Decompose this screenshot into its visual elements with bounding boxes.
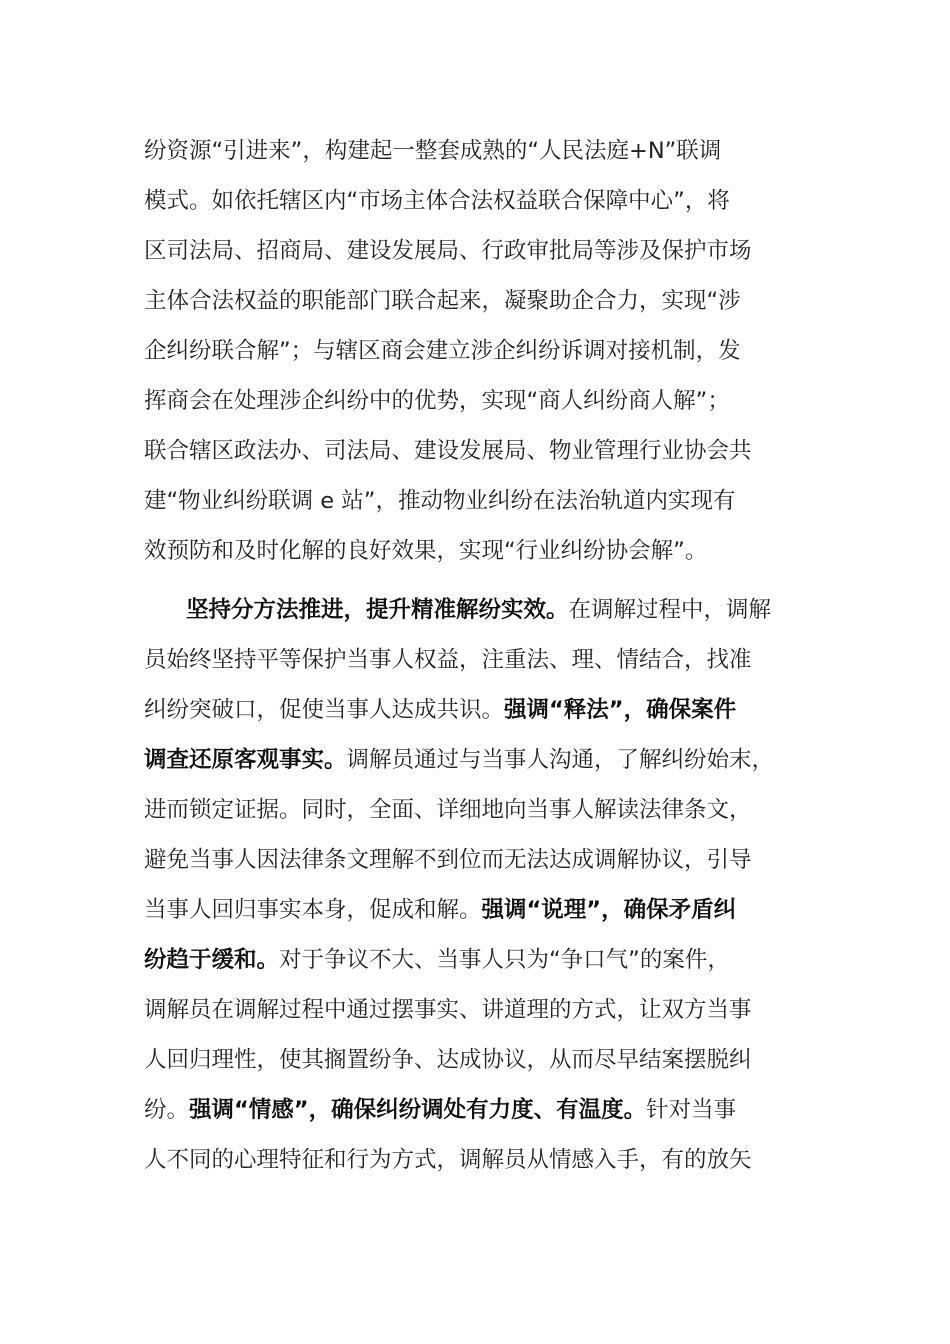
text-line bbox=[144, 284, 741, 318]
text-run: 纷资源“引进来”，构建起一整套成熟的“人民法庭+N”联调 bbox=[144, 138, 722, 164]
text-run: 在调解过程中，调解 bbox=[568, 597, 772, 623]
text-line bbox=[144, 893, 736, 927]
text-run: 对于争议不大、当事人只为“争口气”的案件， bbox=[279, 947, 730, 973]
text-run: 区司法局、招商局、建设发展局、行政审批局等涉及保护市场 bbox=[144, 238, 752, 264]
text-run: 纷。 bbox=[144, 1097, 190, 1123]
text-line bbox=[144, 234, 752, 268]
text-run: 人不同的心理特征和行为方式，调解员从情感入手，有的放矢 bbox=[144, 1147, 752, 1173]
text-line bbox=[144, 534, 707, 568]
bold-text-run: 坚持分方法推进，提升精准解纷实效。 bbox=[186, 597, 569, 623]
text-run: 针对当事 bbox=[646, 1097, 737, 1123]
text-line bbox=[144, 434, 752, 468]
text-run: 避免当事人因法律条文理解不到位而无法达成调解协议，引导 bbox=[144, 847, 752, 873]
text-run: 企纠纷联合解”；与辖区商会建立涉企纠纷诉调对接机制，发 bbox=[144, 338, 741, 364]
text-run: 挥商会在处理涉企纠纷中的优势，实现“商人纠纷商人解”； bbox=[144, 388, 730, 414]
text-line bbox=[144, 1143, 752, 1177]
text-run: 纠纷突破口，促使当事人达成共识。 bbox=[144, 697, 505, 723]
bold-text-run: 强调“情感”，确保纠纷调处有力度、有温度。 bbox=[189, 1097, 647, 1123]
bold-text-run: 强调“释法”，确保案件 bbox=[504, 697, 737, 723]
text-line bbox=[144, 1043, 752, 1077]
text-run: 模式。如依托辖区内“市场主体合法权益联合保障中心”，将 bbox=[144, 188, 730, 214]
text-line bbox=[144, 484, 735, 518]
text-line bbox=[144, 184, 730, 218]
text-run: 员始终坚持平等保护当事人权益，注重法、理、情结合，找准 bbox=[144, 647, 752, 673]
text-run: 人回归理性，使其搁置纷争、达成协议，从而尽早结案摆脱纠 bbox=[144, 1047, 752, 1073]
text-run: 建“物业纠纷联调 e 站”，推动物业纠纷在法治轨道内实现有 bbox=[144, 488, 736, 514]
text-run: 联合辖区政法办、司法局、建设发展局、物业管理行业协会共 bbox=[144, 438, 752, 464]
bold-text-run: 强调“说理”，确保矛盾纠 bbox=[481, 897, 737, 923]
text-line bbox=[144, 843, 752, 877]
text-run: 调解员通过与当事人沟通，了解纠纷始末， bbox=[346, 747, 775, 773]
text-line bbox=[144, 743, 774, 777]
text-run: 效预防和及时化解的良好效果，实现“行业纠纷协会解”。 bbox=[144, 538, 708, 564]
text-line bbox=[144, 643, 752, 677]
text-line bbox=[144, 384, 730, 418]
bold-text-run: 调查还原客观事实。 bbox=[144, 747, 347, 773]
text-run: 当事人回归事实本身，促成和解。 bbox=[144, 897, 482, 923]
text-line bbox=[144, 134, 721, 168]
text-line bbox=[144, 1093, 736, 1127]
text-run: 调解员在调解过程中通过摆事实、讲道理的方式，让双方当事 bbox=[144, 997, 752, 1023]
bold-text-run: 纷趋于缓和。 bbox=[144, 947, 280, 973]
text-run: 主体合法权益的职能部门联合起来，凝聚助企合力，实现“涉 bbox=[144, 288, 741, 314]
text-line bbox=[144, 334, 741, 368]
text-line bbox=[144, 943, 730, 977]
text-line bbox=[186, 593, 771, 627]
text-line bbox=[144, 693, 736, 727]
text-line bbox=[144, 793, 752, 827]
text-run: 进而锁定证据。同时，全面、详细地向当事人解读法律条文， bbox=[144, 797, 752, 823]
text-line bbox=[144, 993, 752, 1027]
